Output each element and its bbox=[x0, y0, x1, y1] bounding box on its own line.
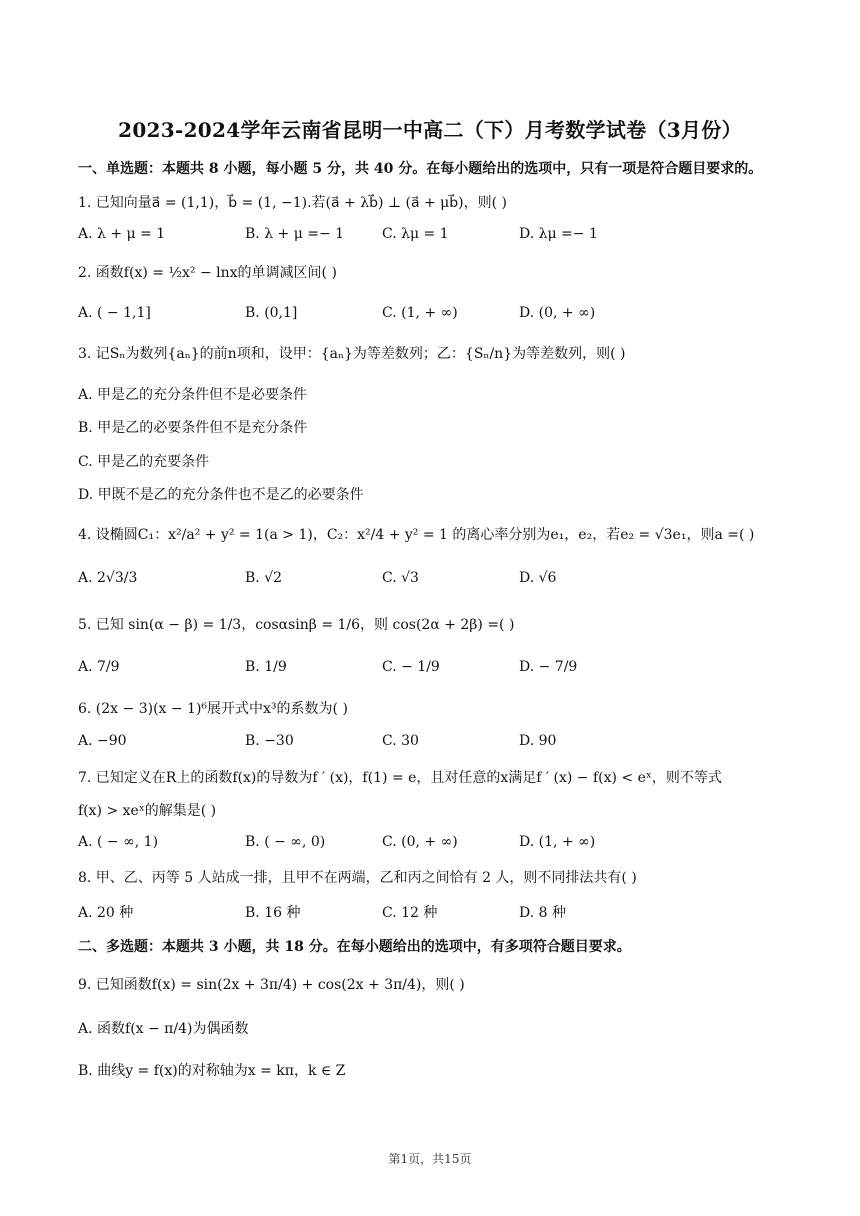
question-1-option-b: B. λ + μ =− 1 bbox=[245, 226, 345, 242]
question-7-stem-continued: f(x) > xeˣ的解集是( ) bbox=[78, 803, 217, 819]
question-6-option-d: D. 90 bbox=[519, 733, 557, 749]
question-4-option-a: A. 2√3/3 bbox=[78, 570, 138, 586]
question-6-option-c: C. 30 bbox=[382, 733, 419, 749]
question-6-option-b: B. −30 bbox=[245, 733, 294, 749]
question-2-option-a: A. ( − 1,1] bbox=[78, 305, 151, 321]
question-2-option-b: B. (0,1] bbox=[245, 305, 298, 321]
question-4-option-d: D. √6 bbox=[519, 570, 557, 586]
question-6-stem: 6. (2x − 3)(x − 1)⁶展开式中x³的系数为( ) bbox=[78, 701, 348, 717]
question-7-option-d: D. (1, + ∞) bbox=[519, 834, 596, 850]
question-1-option-a: A. λ + μ = 1 bbox=[78, 226, 166, 242]
question-5-stem: 5. 已知 sin(α − β) = 1/3，cosαsinβ = 1/6，则 cos(2α + 2β) =( ) bbox=[78, 617, 515, 633]
question-2-stem: 2. 函数f(x) = ½x² − lnx的单调减区间( ) bbox=[78, 265, 337, 281]
section-multiple-choice-heading: 二、多选题：本题共 3 小题，共 18 分。在每小题给出的选项中，有多项符合题目要求。 bbox=[78, 939, 631, 955]
question-6-option-a: A. −90 bbox=[78, 733, 127, 749]
question-8-option-a: A. 20 种 bbox=[78, 905, 134, 921]
question-3-option-a: A. 甲是乙的充分条件但不是必要条件 bbox=[78, 387, 308, 403]
question-3-option-d: D. 甲既不是乙的充分条件也不是乙的必要条件 bbox=[78, 487, 364, 503]
question-3-stem: 3. 记Sₙ为数列{aₙ}的前n项和，设甲：{aₙ}为等差数列；乙：{Sₙ/n}为等差数列，则( ) bbox=[78, 346, 626, 362]
page-title: 2023-2024学年云南省昆明一中高二（下）月考数学试卷（3月份） bbox=[118, 118, 742, 142]
question-1-option-d: D. λμ =− 1 bbox=[519, 226, 598, 242]
question-3-option-c: C. 甲是乙的充要条件 bbox=[78, 454, 210, 470]
question-3-option-b: B. 甲是乙的必要条件但不是充分条件 bbox=[78, 420, 308, 436]
question-4-option-c: C. √3 bbox=[382, 570, 419, 586]
question-7-stem: 7. 已知定义在R上的函数f(x)的导数为f ′ (x)，f(1) = e，且对任意的x满足f ′ (x) − f(x) < eˣ，则不等式 bbox=[78, 770, 722, 786]
question-8-option-b: B. 16 种 bbox=[245, 905, 301, 921]
question-9-option-a: A. 函数f(x − π/4)为偶函数 bbox=[78, 1021, 249, 1037]
question-9-option-b: B. 曲线y = f(x)的对称轴为x = kπ，k ∈ Z bbox=[78, 1063, 346, 1079]
question-7-option-b: B. ( − ∞, 0) bbox=[245, 834, 326, 850]
question-1-stem: 1. 已知向量a⃗ = (1,1)，b⃗ = (1, −1).若(a⃗ + λb⃗) ⊥ (a⃗ + μb⃗)，则( ) bbox=[78, 195, 507, 211]
question-8-option-d: D. 8 种 bbox=[519, 905, 566, 921]
question-5-option-c: C. − 1/9 bbox=[382, 659, 440, 675]
question-1-option-c: C. λμ = 1 bbox=[382, 226, 449, 242]
page-footer: 第1页，共15页 bbox=[388, 1152, 472, 1166]
question-5-option-a: A. 7/9 bbox=[78, 659, 120, 675]
question-4-stem: 4. 设椭圆C₁：x²/a² + y² = 1(a > 1)，C₂：x²/4 + y² = 1 的离心率分别为e₁，e₂，若e₂ = √3e₁，则a =( ) bbox=[78, 527, 755, 543]
question-4-option-b: B. √2 bbox=[245, 570, 283, 586]
question-5-option-b: B. 1/9 bbox=[245, 659, 287, 675]
section-single-choice-heading: 一、单选题：本题共 8 小题，每小题 5 分，共 40 分。在每小题给出的选项中，只有一项是符合题目要求的。 bbox=[78, 161, 763, 177]
question-8-stem: 8. 甲、乙、丙等 5 人站成一排，且甲不在两端，乙和丙之间恰有 2 人，则不同排法共有( ) bbox=[78, 870, 637, 886]
question-5-option-d: D. − 7/9 bbox=[519, 659, 578, 675]
question-8-option-c: C. 12 种 bbox=[382, 905, 438, 921]
question-7-option-a: A. ( − ∞, 1) bbox=[78, 834, 159, 850]
question-9-stem: 9. 已知函数f(x) = sin(2x + 3π/4) + cos(2x + 3π/4)，则( ) bbox=[78, 977, 465, 993]
question-2-option-d: D. (0, + ∞) bbox=[519, 305, 596, 321]
question-2-option-c: C. (1, + ∞) bbox=[382, 305, 458, 321]
question-7-option-c: C. (0, + ∞) bbox=[382, 834, 458, 850]
